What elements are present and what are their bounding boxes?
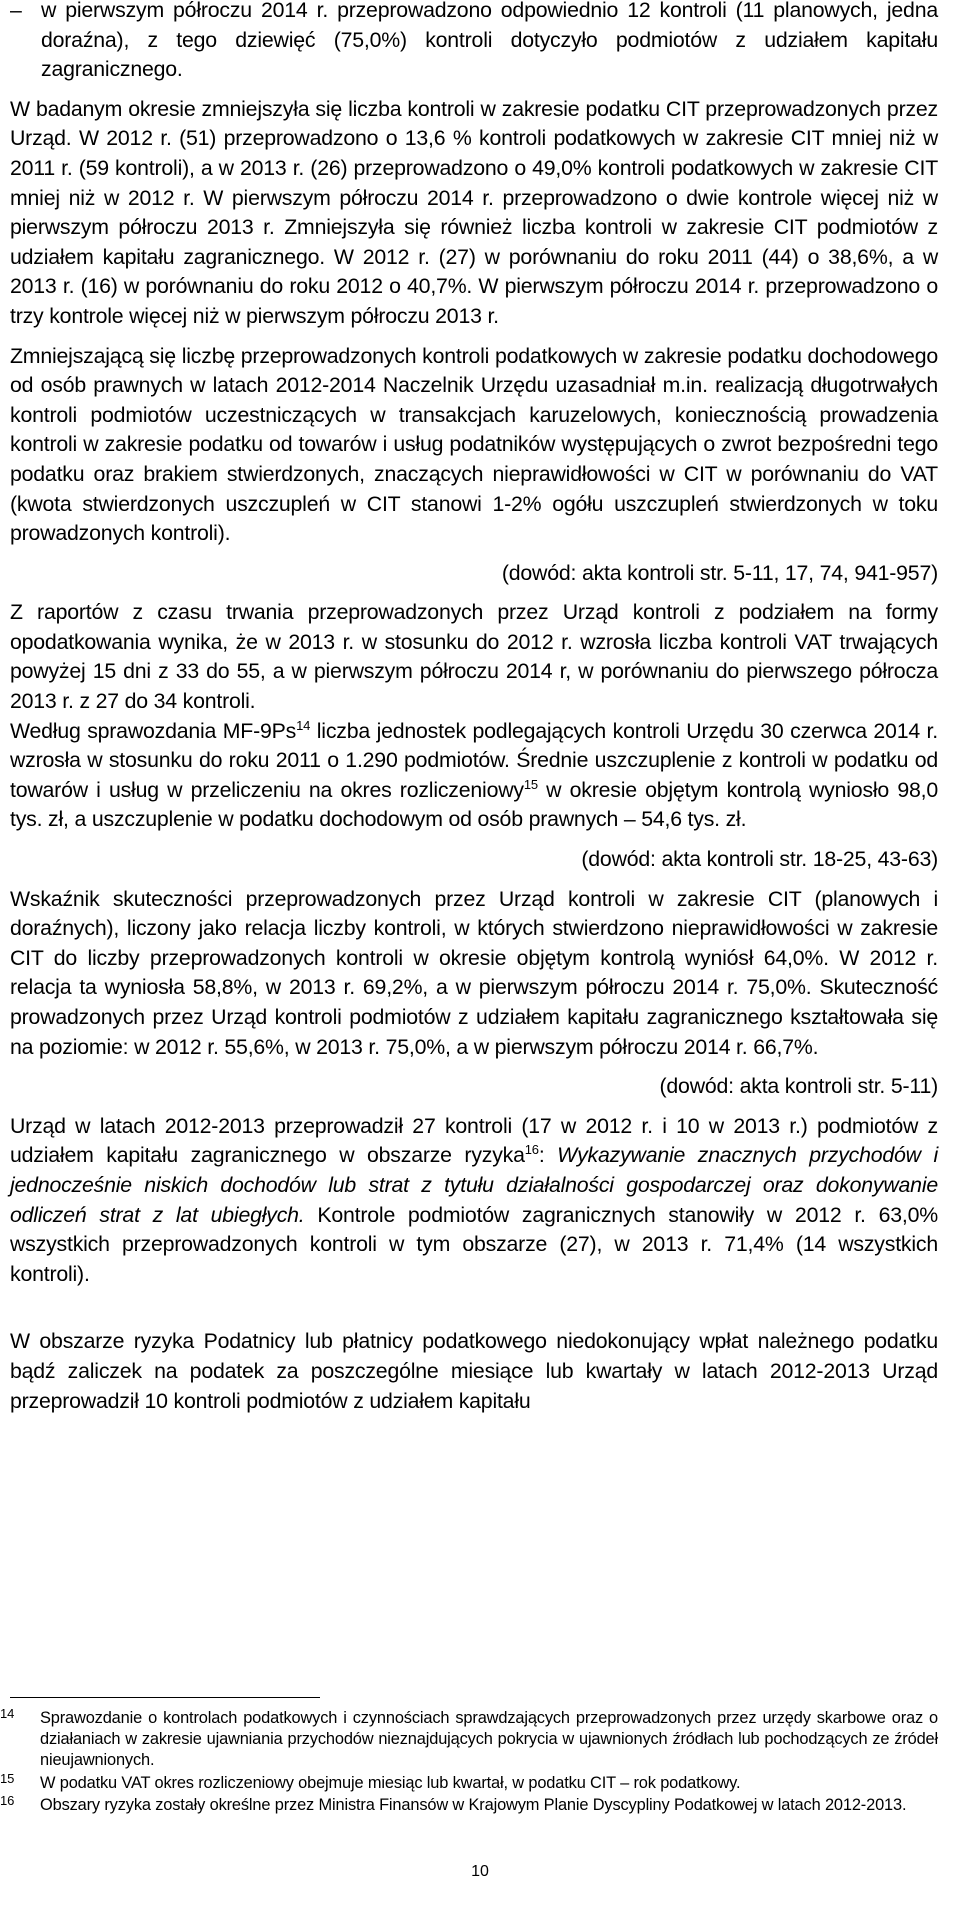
footnote-ref-16[interactable]: 16: [524, 1142, 539, 1158]
footnote-text: Obszary ryzyka zostały określne przez Ministra Finansów w Krajowym Planie Dyscypliny Podatkowej w latach 2012-2013.: [40, 1795, 907, 1814]
bullet-dash: –: [10, 0, 22, 22]
footnote-16: [0, 1792, 938, 1816]
paragraph-risk-area-italic: Wykazywanie znacznych przychodów i jednocześnie niskich dochodów lub strat z tytułu działalności gospodarczej oraz dokonywanie odliczeń strat z lat ubiegłych.: [10, 1143, 938, 1227]
bullet-item: [10, 0, 938, 85]
evidence-note-3: (dowód: akta kontroli str. 5-11): [659, 1074, 938, 1099]
paragraph-mf9ps-text-b: liczba jednostek podlegających kontroli Urzędu 30 czerwca 2014 r. wzrosła w stosunku do roku 2011 o 1.290 podmiotów. Średnie uszczuplenie z kontroli w podatku od towarów i usług w przeliczeniu na okres rozliczeniowy: [10, 718, 938, 802]
footnote-14: [0, 1708, 938, 1772]
evidence-note-1: (dowód: akta kontroli str. 5-11, 17, 74, 941-957): [501, 560, 938, 585]
footnote-number: 14: [0, 1706, 15, 1721]
paragraph-risk-area-text-a: Urząd w latach 2012-2013 przeprowadził 27 kontroli (17 w 2012 r. i 10 w 2013 r.) podmiotów z udziałem kapitału zagranicznego w obszarze ryzyka: [10, 1113, 938, 1168]
paragraph-mf9ps-text-a: Według sprawozdania MF-9Ps: [10, 718, 297, 743]
evidence-note-2: (dowód: akta kontroli str. 18-25, 43-63): [581, 847, 938, 872]
paragraph-reports: Z raportów z czasu trwania przeprowadzonych przez Urząd kontroli z podziałem na formy opodatkowania wynika, że w 2013 r. w stosunku do 2012 r. wzrosła liczba kontroli VAT trwających powyżej 15 dni z 33 do 55, a w pierwszym półroczu 2014 r, w porównaniu do pierwszego półrocza 2013 r. z 27 do 34 kontroli.: [10, 600, 938, 714]
bullet-text: w pierwszym półroczu 2014 r. przeprowadzono odpowiednio 12 kontroli (11 planowych, jedna doraźna), z tego dziewięć (75,0%) kontroli dotyczyło podmiotów z udziałem kapitału zagranicznego.: [41, 0, 938, 82]
paragraph-mf9ps: [10, 717, 938, 835]
footnote-separator: [10, 1697, 320, 1698]
footnote-number: 16: [0, 1792, 15, 1808]
paragraph-risk-area-colon: :: [538, 1143, 558, 1168]
paragraph-unpaid-taxes: W obszarze ryzyka Podatnicy lub płatnicy podatkowego niedokonujący wpłat należnego podatku bądź zaliczek na podatek za poszczególne miesiące lub kwartały w latach 2012-2013 Urząd przeprowadził 10 kontroli podmiotów z udziałem kapitału: [10, 1329, 938, 1413]
footnote-ref-14[interactable]: 14: [296, 717, 311, 733]
page-number: 10: [471, 1863, 489, 1880]
footnote-15: [0, 1770, 938, 1794]
footnotes: [0, 1708, 938, 1817]
footnote-ref-15[interactable]: 15: [523, 776, 538, 792]
paragraph-risk-area: [10, 1112, 938, 1290]
paragraph-risk-area-text-b: Kontrole podmiotów zagranicznych stanowiły w 2012 r. 63,0% wszystkich przeprowadzonych kontroli w tym obszarze (27), w 2013 r. 71,4% (14 wszystkich kontroli).: [10, 1202, 938, 1286]
footnote-text: W podatku VAT okres rozliczeniowy obejmuje miesiąc lub kwartał, w podatku CIT – rok podatkowy.: [40, 1773, 741, 1792]
footnote-text: Sprawozdanie o kontrolach podatkowych i czynnościach sprawdzających przeprowadzonych przez urzędy skarbowe oraz o działaniach w zakresie ujawniania przychodów nieznajdujących pokrycia w ujawnionych źródłach lub pochodzących ze źródeł nieujawnionych.: [40, 1709, 938, 1770]
paragraph-effectiveness: Wskaźnik skuteczności przeprowadzonych przez Urząd kontroli w zakresie CIT (planowych i doraźnych), liczony jako relacja liczby kontroli, w których stwierdzono nieprawidłowości w zakresie CIT do liczby przeprowadzonych kontroli w okresie objętym kontrolą wyniósł 64,0%. W 2012 r. relacja ta wyniosła 58,8%, w 2013 r. 69,2%, a w pierwszym półroczu 2014 r. 75,0%. Skuteczność prowadzonych przez Urząd kontroli podmiotów z udziałem kapitału zagranicznego kształtowała się na poziomie: w 2012 r. 55,6%, w 2013 r. 75,0%, a w pierwszym półroczu 2014 r. 66,7%.: [10, 886, 938, 1059]
paragraph-cit-controls: W badanym okresie zmniejszyła się liczba kontroli w zakresie podatku CIT przeprowadzonych przez Urząd. W 2012 r. (51) przeprowadzono o 13,6 % kontroli podatkowych w zakresie CIT mniej niż w 2011 r. (59 kontroli), a w 2013 r. (26) przeprowadzono o 49,0% kontroli podatkowych w zakresie CIT mniej niż w 2012 r. W pierwszym półroczu 2014 r. przeprowadzono o dwie kontrole więcej niż w pierwszym półroczu 2013 r. Zmniejszyła się również liczba kontroli w zakresie CIT podmiotów z udziałem kapitału zagranicznego. W 2012 r. (27) w porównaniu do roku 2011 (44) o 38,6%, a w 2013 r. (16) w porównaniu do roku 2012 o 40,7%. W pierwszym półroczu 2014 r. przeprowadzono o trzy kontrole więcej niż w pierwszym półroczu 2013 r.: [10, 96, 938, 328]
paragraph-justification: Zmniejszającą się liczbę przeprowadzonych kontroli podatkowych w zakresie podatku dochodowego od osób prawnych w latach 2012-2014 Naczelnik Urzędu uzasadniał m.in. realizacją długotrwałych kontroli podmiotów uczestniczących w transakcjach karuzelowych, koniecznością prowadzenia kontroli w zakresie podatku od towarów i usług podatników występujących o zwrot bezpośredni tego podatku oraz brakiem stwierdzonych, znaczących nieprawidłowości w CIT w porównaniu do VAT (kwota stwierdzonych uszczupleń w CIT stanowi 1-2% ogółu uszczupleń stwierdzonych w toku prowadzonych kontroli).: [10, 343, 938, 546]
paragraph-mf9ps-text-c: w okresie objętym kontrolą wyniosło 98,0 tys. zł, a uszczuplenie w podatku dochodowym od osób prawnych – 54,6 tys. zł.: [10, 777, 938, 832]
footnote-number: 15: [0, 1770, 15, 1786]
